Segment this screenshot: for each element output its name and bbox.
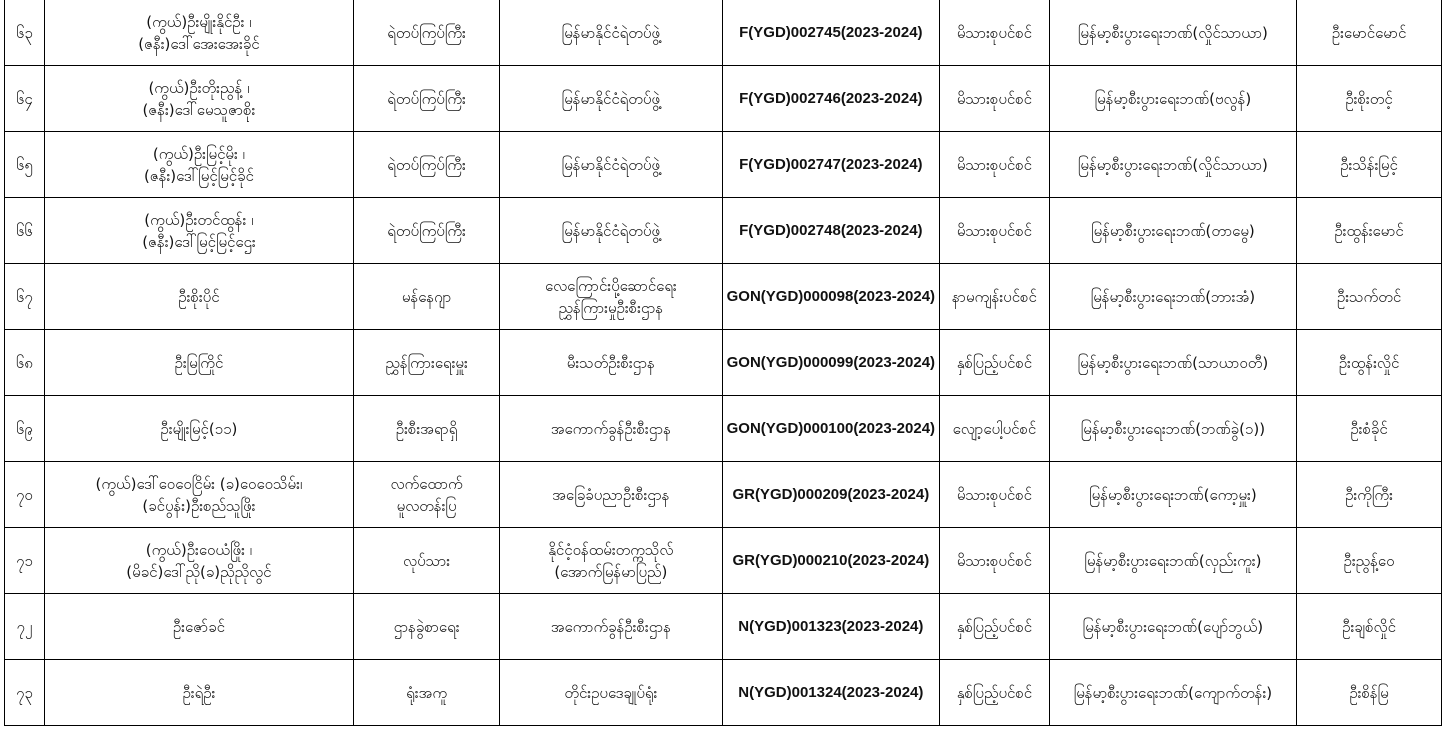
pension-code-cell: GON(YGD)000100(2023-2024) xyxy=(722,396,939,462)
table-row xyxy=(5,660,1442,726)
position-cell xyxy=(354,132,500,198)
table-row xyxy=(5,0,1442,66)
pension-code-cell: N(YGD)001324(2023-2024) xyxy=(722,660,939,726)
pension-code-cell: GON(YGD)000099(2023-2024) xyxy=(722,330,939,396)
department-cell xyxy=(500,66,723,132)
table-row xyxy=(5,132,1442,198)
department-line: မီးသတ်ဦးစီးဌာန xyxy=(566,353,655,372)
pensioner-name-line: (ဇနီး)ဒေါ်မြင့်မြင့်ခိုင် xyxy=(143,166,254,185)
pensioner-name-line: (ဇနီး)ဒေါ်မေသူဇာစိုး xyxy=(142,100,256,119)
pensioner-name-line: ဦးမြကြိုင် xyxy=(174,353,224,372)
bank-branch-cell: မြန်မာ့စီးပွားရေးဘဏ်(လှည်းကူး) xyxy=(1049,528,1296,594)
position-line: လက်ထောက် xyxy=(390,474,463,493)
position-cell xyxy=(354,0,500,66)
pensioner-name-line: (ကွယ်)ဦးမြင့်မိုး ၊ xyxy=(152,144,245,163)
department-cell xyxy=(500,132,723,198)
row-number-cell: ၆၅ xyxy=(5,132,45,198)
row-number-cell: ၆၃ xyxy=(5,0,45,66)
table-row xyxy=(5,198,1442,264)
pensioner-name-line: ဦးစိုးပိုင် xyxy=(178,287,220,306)
pensioner-name-cell xyxy=(44,0,353,66)
position-cell xyxy=(354,198,500,264)
pension-type-cell: မိသားစုပင်စင် xyxy=(940,132,1050,198)
position-cell xyxy=(354,528,500,594)
department-line: မြန်မာနိုင်ငံရဲတပ်ဖွဲ့ xyxy=(561,155,660,174)
department-line: မြန်မာနိုင်ငံရဲတပ်ဖွဲ့ xyxy=(561,23,660,42)
pensioner-name-line: (မိခင်)ဒေါ်ညို(ခ)ညိုညိုလွင် xyxy=(126,562,272,581)
department-line: ညွှန်ကြားမှုဦးစီးဌာန xyxy=(558,298,664,317)
pension-type-cell: လျော့ပေါ့ပင်စင် xyxy=(940,396,1050,462)
table-row xyxy=(5,594,1442,660)
department-line: မြန်မာနိုင်ငံရဲတပ်ဖွဲ့ xyxy=(561,221,660,240)
pensioner-name-cell xyxy=(44,462,353,528)
pension-code-cell: F(YGD)002745(2023-2024) xyxy=(722,0,939,66)
pensioner-name-cell xyxy=(44,264,353,330)
pension-type-cell: နှစ်ပြည့်ပင်စင် xyxy=(940,594,1050,660)
department-cell xyxy=(500,330,723,396)
table-row xyxy=(5,264,1442,330)
pensioner-name-cell xyxy=(44,330,353,396)
pension-code-cell: GON(YGD)000098(2023-2024) xyxy=(722,264,939,330)
row-number-cell: ၆၄ xyxy=(5,66,45,132)
department-cell xyxy=(500,0,723,66)
pension-type-cell: နှစ်ပြည့်ပင်စင် xyxy=(940,660,1050,726)
bank-branch-cell: မြန်မာ့စီးပွားရေးဘဏ်(လှိုင်သာယာ) xyxy=(1049,132,1296,198)
table-row xyxy=(5,330,1442,396)
department-cell xyxy=(500,594,723,660)
agent-name-cell: ဦးထွန်းမောင် xyxy=(1297,198,1442,264)
pensioner-name-line: (ကွယ်)ဦးတင်ထွန်း ၊ xyxy=(144,210,254,229)
agent-name-cell: ဦးသက်တင် xyxy=(1297,264,1442,330)
bank-branch-cell: မြန်မာ့စီးပွားရေးဘဏ်(လှိုင်သာယာ) xyxy=(1049,0,1296,66)
row-number-cell: ၆၇ xyxy=(5,264,45,330)
position-line: မူလတန်းပြ xyxy=(396,496,457,515)
position-line: ညွှန်ကြားရေးမှူး xyxy=(385,353,468,372)
agent-name-cell: ဦးထွန်းလှိုင် xyxy=(1297,330,1442,396)
row-number-cell: ၇၀ xyxy=(5,462,45,528)
department-cell xyxy=(500,462,723,528)
pension-code-cell: N(YGD)001323(2023-2024) xyxy=(722,594,939,660)
position-line: ရဲတပ်ကြပ်ကြီး xyxy=(387,221,466,240)
pensioner-name-line: (ကွယ်)ဦးမျိုးနိုင်ဦး ၊ xyxy=(146,12,252,31)
bank-branch-cell: မြန်မာ့စီးပွားရေးဘဏ်(သာယာဝတီ) xyxy=(1049,330,1296,396)
pensioner-name-cell xyxy=(44,132,353,198)
row-number-cell: ၆၆ xyxy=(5,198,45,264)
agent-name-cell: ဦးချစ်လှိုင် xyxy=(1297,594,1442,660)
position-cell xyxy=(354,462,500,528)
pensioner-name-line: (ကွယ်)ဦးတိုးညွန့် ၊ xyxy=(148,78,250,97)
position-cell xyxy=(354,396,500,462)
pensioner-name-line: (ဇနီး)ဒေါ်အေးအေးခိုင် xyxy=(138,34,260,53)
agent-name-cell: ဦးစိုးတင့် xyxy=(1297,66,1442,132)
position-line: ရဲတပ်ကြပ်ကြီး xyxy=(387,23,466,42)
department-cell xyxy=(500,396,723,462)
department-cell xyxy=(500,264,723,330)
pensioner-name-line: (ဇနီး)ဒေါ်မြင့်မြင့်ဌေး xyxy=(142,232,256,251)
position-line: လုပ်သား xyxy=(403,551,451,570)
row-number-cell: ၇၃ xyxy=(5,660,45,726)
department-line: နိုင်ငံ့ဝန်ထမ်းတက္ကသိုလ် xyxy=(548,540,674,559)
table-row xyxy=(5,462,1442,528)
pension-type-cell: မိသားစုပင်စင် xyxy=(940,462,1050,528)
department-line: (အောက်မြန်မာပြည်) xyxy=(554,562,668,581)
pension-type-cell: နှစ်ပြည့်ပင်စင် xyxy=(940,330,1050,396)
department-cell xyxy=(500,528,723,594)
pensioner-name-cell xyxy=(44,66,353,132)
bank-branch-cell: မြန်မာ့စီးပွားရေးဘဏ်(ကျောက်တန်း) xyxy=(1049,660,1296,726)
pension-type-cell: နာမကျန်းပင်စင် xyxy=(940,264,1050,330)
bank-branch-cell: မြန်မာ့စီးပွားရေးဘဏ်(ဘားအံ) xyxy=(1049,264,1296,330)
pensioner-name-line: ဦးမျိုးမြင့်(၁၁) xyxy=(160,419,238,438)
bank-branch-cell: မြန်မာ့စီးပွားရေးဘဏ်(ဗလွန်) xyxy=(1049,66,1296,132)
department-line: တိုင်းဥပဒေချုပ်ရုံး xyxy=(564,683,658,702)
pension-code-cell: GR(YGD)000209(2023-2024) xyxy=(722,462,939,528)
position-cell xyxy=(354,264,500,330)
agent-name-cell: ဦးစံခိုင် xyxy=(1297,396,1442,462)
row-number-cell: ၇၂ xyxy=(5,594,45,660)
department-line: အခြေခံပညာဦးစီးဌာန xyxy=(552,485,670,504)
pension-type-cell: မိသားစုပင်စင် xyxy=(940,66,1050,132)
pension-type-cell: မိသားစုပင်စင် xyxy=(940,198,1050,264)
table-row xyxy=(5,528,1442,594)
agent-name-cell: ဦးညွန့်ဝေ xyxy=(1297,528,1442,594)
bank-branch-cell: မြန်မာ့စီးပွားရေးဘဏ်(ပျော်ဘွယ်) xyxy=(1049,594,1296,660)
pension-table xyxy=(4,0,1442,726)
pension-code-cell: F(YGD)002746(2023-2024) xyxy=(722,66,939,132)
pension-code-cell: F(YGD)002747(2023-2024) xyxy=(722,132,939,198)
position-line: ရဲတပ်ကြပ်ကြီး xyxy=(387,89,466,108)
department-line: လေကြောင်းပို့ဆောင်ရေး xyxy=(544,276,677,295)
table-row xyxy=(5,66,1442,132)
bank-branch-cell: မြန်မာ့စီးပွားရေးဘဏ်(ဘဏ်ခွဲ(၁)) xyxy=(1049,396,1296,462)
pension-type-cell: မိသားစုပင်စင် xyxy=(940,0,1050,66)
table-body xyxy=(5,0,1442,726)
position-line: ဦးစီးအရာရှိ xyxy=(395,419,458,438)
department-cell xyxy=(500,198,723,264)
pensioner-name-line: ဦးရဲဦး xyxy=(182,683,216,702)
position-cell xyxy=(354,330,500,396)
row-number-cell: ၆၉ xyxy=(5,396,45,462)
position-line: မန်နေဂျာ xyxy=(401,287,452,306)
pensioner-name-line: (ကွယ်)ဒေါ်ဝေဝေငြိမ်း (ခ)ဝေဝေသိမ်း၊ xyxy=(95,474,303,493)
department-line: မြန်မာနိုင်ငံရဲတပ်ဖွဲ့ xyxy=(561,89,660,108)
pensioner-name-cell xyxy=(44,396,353,462)
pensioner-name-cell xyxy=(44,198,353,264)
position-line: ရဲတပ်ကြပ်ကြီး xyxy=(387,155,466,174)
pensioner-name-cell xyxy=(44,528,353,594)
table-row xyxy=(5,396,1442,462)
pensioner-name-cell xyxy=(44,660,353,726)
row-number-cell: ၆၈ xyxy=(5,330,45,396)
bank-branch-cell: မြန်မာ့စီးပွားရေးဘဏ်(တာမွေ) xyxy=(1049,198,1296,264)
agent-name-cell: ဦးသိန်းမြင့် xyxy=(1297,132,1442,198)
department-line: အကောက်ခွန်ဦးစီးဌာန xyxy=(550,617,671,636)
position-cell xyxy=(354,660,500,726)
bank-branch-cell: မြန်မာ့စီးပွားရေးဘဏ်(ကော့မှူး) xyxy=(1049,462,1296,528)
position-line: ရုံးအကူ xyxy=(406,683,447,702)
position-cell xyxy=(354,594,500,660)
agent-name-cell: ဦးစိန်မြ xyxy=(1297,660,1442,726)
pension-code-cell: F(YGD)002748(2023-2024) xyxy=(722,198,939,264)
pensioner-name-line: ဦးဇော်ခင် xyxy=(172,617,225,636)
pensioner-name-cell xyxy=(44,594,353,660)
pension-type-cell: မိသားစုပင်စင် xyxy=(940,528,1050,594)
agent-name-cell: ဦးကိုကြီး xyxy=(1297,462,1442,528)
agent-name-cell: ဦးမောင်မောင် xyxy=(1297,0,1442,66)
pension-code-cell: GR(YGD)000210(2023-2024) xyxy=(722,528,939,594)
row-number-cell: ၇၁ xyxy=(5,528,45,594)
position-cell xyxy=(354,66,500,132)
department-line: အကောက်ခွန်ဦးစီးဌာန xyxy=(550,419,671,438)
department-cell xyxy=(500,660,723,726)
position-line: ဌာနခွဲစာရေး xyxy=(393,617,460,636)
pensioner-name-line: (ကွယ်)ဦးဝေယံဖြိုး ၊ xyxy=(145,540,253,559)
pensioner-name-line: (ခင်ပွန်း)ဦးစည်သူဖြိုး xyxy=(142,496,256,515)
